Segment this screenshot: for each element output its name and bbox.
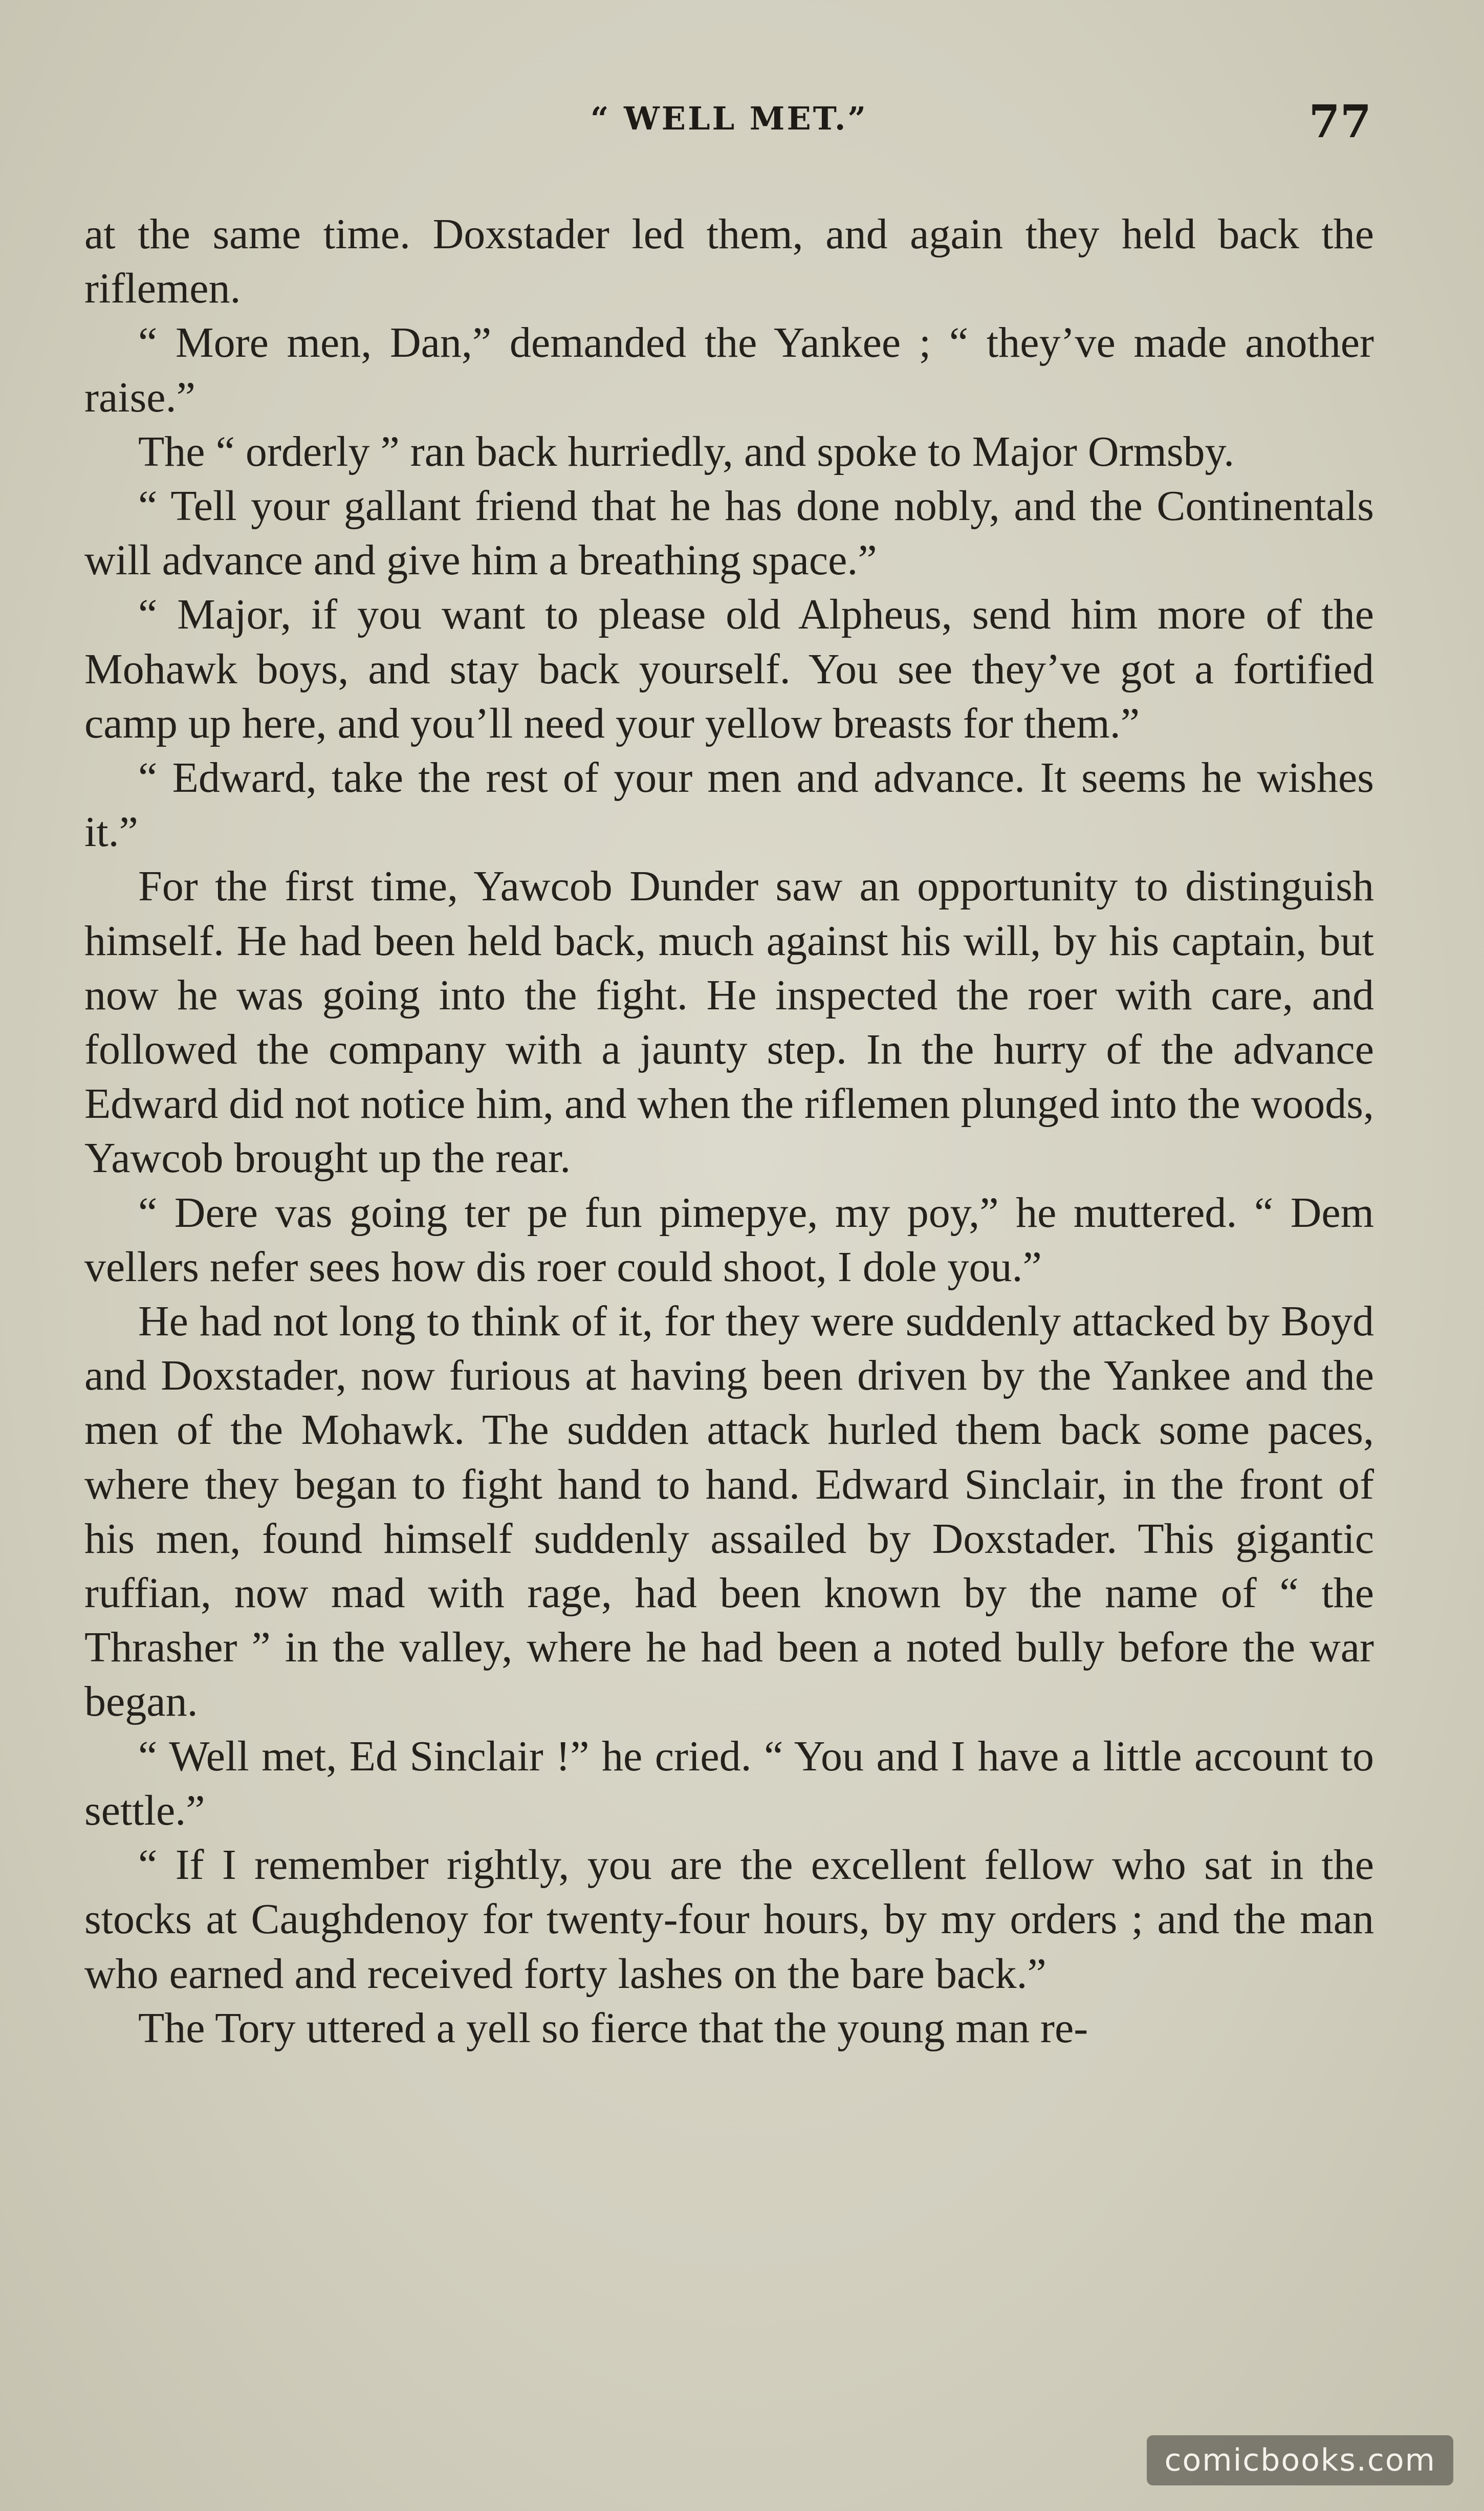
paragraph: “ If I remember rightly, you are the excellent fellow who sat in the stocks at Caughdenoy for twenty-four hours, by my orders ; and the man who earned and received forty lashes on the bare back.” <box>84 1841 1374 1998</box>
body-text <box>84 207 1374 2055</box>
watermark: comicbooks.com <box>1147 2435 1453 2485</box>
paragraph: “ Dere vas going ter pe fun pimepye, my poy,” he muttered. “ Dem vellers nefer sees how dis roer could shoot, I dole you.” <box>84 1188 1374 1291</box>
page-number: 77 <box>1308 95 1371 148</box>
paragraph: “ More men, Dan,” demanded the Yankee ; “ they’ve made another raise.” <box>84 319 1374 421</box>
page-header <box>87 95 1371 156</box>
paragraph: The “ orderly ” ran back hurriedly, and spoke to Major Ormsby. <box>138 427 1235 475</box>
paragraph: “ Major, if you want to please old Alpheus, send him more of the Mohawk boys, and stay back yourself. You see they’ve got a fortified camp up here, and you’ll need your yellow breasts for them.” <box>84 591 1374 747</box>
paragraph: “ Edward, take the rest of your men and advance. It seems he wishes it.” <box>84 754 1374 856</box>
paragraph: For the first time, Yawcob Dunder saw an opportunity to distinguish himself. He had been held back, much against his will, by his captain, but now he was going into the fight. He inspected the roer with care, and followed the company with a jaunty step. In the hurry of the advance Edward did not notice him, and when the riflemen plunged into the woods, Yawcob brought up the rear. <box>84 862 1374 1182</box>
paragraph: “ Tell your gallant friend that he has done nobly, and the Continentals will advance and give him a breathing space.” <box>84 482 1374 585</box>
paragraph: at the same time. Doxstader led them, and again they held back the riflemen. <box>84 210 1374 313</box>
paragraph: The Tory uttered a yell so fierce that the young man re- <box>138 2004 1088 2052</box>
running-title: “ WELL MET.” <box>590 100 868 137</box>
paragraph: “ Well met, Ed Sinclair !” he cried. “ You and I have a little account to settle.” <box>84 1732 1374 1834</box>
paragraph: He had not long to think of it, for they were suddenly attacked by Boyd and Doxstader, now furious at having been driven by the Yankee and the men of the Mohawk. The sudden attack hurled them back some paces, where they began to fight hand to hand. Edward Sinclair, in the front of his men, found himself suddenly assailed by Doxstader. This gigantic ruffian, now mad with rage, had been known by the name of “ the Thrasher ” in the valley, where he had been a noted bully before the war began. <box>84 1297 1374 1726</box>
